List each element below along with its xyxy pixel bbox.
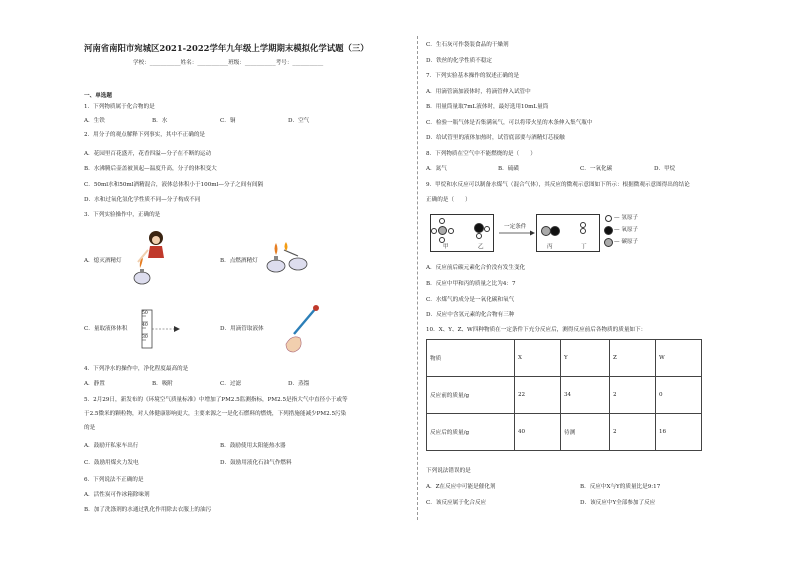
reaction-condition: 一定条件: [504, 224, 527, 230]
q5-option-b: B．鼓励使用太阳能热水器: [220, 443, 286, 449]
reaction-arrow: [498, 230, 536, 236]
table-cell: 2: [610, 414, 656, 451]
q1-option-b: B．水: [152, 118, 168, 124]
label-jia: 甲: [443, 244, 449, 250]
methane-h-left: [431, 228, 437, 234]
scale-tick-30: 30: [142, 335, 148, 340]
q10-option-b: B．反应中X与Y的质量比是9:17: [580, 484, 661, 490]
q2-option-d: D．水和过氧化氢化学性质不同—分子构成不同: [84, 197, 201, 203]
table-cell: 2: [610, 377, 656, 414]
q3-option-a: A．熄灭酒精灯: [84, 258, 122, 264]
q5-option-d: D．鼓励用液化石油气作燃料: [220, 460, 292, 466]
q3-option-d: D．用滴管取液体: [220, 326, 264, 332]
legend-carbon-swatch: [604, 238, 613, 247]
question-5-stem-3: 的是: [84, 425, 96, 431]
question-9-stem-2: 正确的是（ ）: [426, 197, 471, 203]
question-6-stem: 6．下列说法不正确的是: [84, 477, 144, 483]
legend-oxygen-swatch: [604, 226, 613, 235]
table-cell: 16: [656, 414, 702, 451]
section-heading: 一、单选题: [84, 93, 112, 99]
q10-option-d: D．该反应中Y全部参加了反应: [580, 500, 656, 506]
table-header-row: [427, 340, 702, 377]
q7-option-a: A．用滴管滴加液体时，将滴管伸入试管中: [426, 89, 531, 95]
legend-hydrogen-swatch: [605, 215, 612, 222]
table-header-cell: Y: [561, 340, 610, 377]
table-cell: 反应后的质量/g: [427, 414, 515, 451]
q2-option-c: C．50ml水和50ml酒精混合，液体总体积小于100ml—分子之间有间隔: [84, 182, 264, 188]
table-header-cell: X: [515, 340, 561, 377]
methane-h-right: [448, 228, 454, 234]
question-2-stem: 2．用分子的观点解释下列事实，其中不正确的是: [84, 132, 206, 138]
q4-option-d: D．蒸馏: [288, 381, 310, 387]
q8-option-b: B．硫磺: [498, 166, 519, 172]
table-cell: 34: [561, 377, 610, 414]
question-4-stem: 4．下列净水的操作中，净化程度最高的是: [84, 366, 189, 372]
q2-option-a: A．花园里百花盛开，花香四溢—分子在不断的运动: [84, 151, 212, 157]
question-9-stem-1: 9．甲烷和水反应可以制备水煤气（混合气体），其反应的微观示意图如下所示：根据微观示意图得出的结论: [426, 182, 690, 188]
scale-tick-50: 50: [142, 311, 148, 316]
methane-h-bottom: [439, 237, 445, 243]
table-header-cell: 物质: [427, 340, 515, 377]
q10-question: 下列说法错误的是: [426, 468, 471, 474]
q4-option-c: C．过滤: [220, 381, 242, 387]
q6-option-d: D．铁丝的化学性质不稳定: [426, 58, 493, 64]
question-1-stem: 1．下列物质属于化合物的是: [84, 104, 155, 110]
q6-option-b: B．加了洗涤剂的水通过乳化作用除去衣服上的油污: [84, 507, 212, 513]
q9-option-d: D．反应中含氢元素的化合物有三种: [426, 312, 515, 318]
methane-carbon-atom: [438, 226, 447, 235]
page-title: 河南省南阳市宛城区2021-2022学年九年级上学期期末模拟化学试题（三）: [84, 43, 369, 53]
q1-option-d: D．空气: [288, 118, 310, 124]
column-divider: [417, 36, 418, 520]
q3-option-c: C．量取液体体积: [84, 326, 128, 332]
q9-option-a: A．反应前后碳元素化合价没有发生变化: [426, 265, 526, 271]
q1-option-a: A．生铁: [84, 118, 105, 124]
q8-option-a: A．氮气: [426, 166, 447, 172]
table-header-cell: W: [656, 340, 702, 377]
question-5-stem-1: 5．2月29日，新发布的《环境空气质量标准》中增加了PM2.5监测指标，PM2.5是指大气中直径小于或等: [84, 397, 348, 403]
question-10-stem: 10．X、Y、Z、W四种物质在一定条件下充分反应后，测得反应前后各物质的质量如下：: [426, 327, 647, 333]
q6-option-c: C．生石灰可作袋装食品的干燥剂: [426, 42, 509, 48]
table-header-cell: Z: [610, 340, 656, 377]
question-8-stem: 8．下列物质在空气中不能燃烧的是（ ）: [426, 151, 536, 157]
q5-option-c: C．鼓励用煤火力发电: [84, 460, 139, 466]
q2-option-b: B．水沸腾后壶盖被顶起—温度升高，分子的体积变大: [84, 166, 217, 172]
extinguish-lamp-illustration: [128, 228, 178, 286]
q3-option-b: B．点燃酒精灯: [220, 258, 258, 264]
table-cell: 22: [515, 377, 561, 414]
legend-oxygen: — 氧原子: [614, 227, 639, 233]
co-oxygen-atom: [550, 226, 560, 236]
table-cell: 待测: [561, 414, 610, 451]
q9-option-c: C．水煤气的成分是一氧化碳和氧气: [426, 297, 515, 303]
question-7-stem: 7．下列实验基本操作的叙述正确的是: [426, 73, 520, 79]
h2-atom-bottom: [580, 228, 586, 234]
question-5-stem-2: 于2.5微米的颗粒物，对人体健康影响更大，主要来源之一是化石燃料的燃烧，下列措施能减少PM2.5污染: [84, 411, 347, 417]
q8-option-d: D．甲烷: [654, 166, 676, 172]
scale-tick-40: 40: [142, 323, 148, 328]
q10-option-c: C．该反应属于化合反应: [426, 500, 487, 506]
legend-hydrogen: — 氢原子: [614, 215, 639, 221]
legend-carbon: — 碳原子: [614, 239, 639, 245]
q1-option-c: C．铜: [220, 118, 236, 124]
table-cell: 反应前的质量/g: [427, 377, 515, 414]
q4-option-a: A．静置: [84, 381, 105, 387]
table-cell: 0: [656, 377, 702, 414]
table-cell: 40: [515, 414, 561, 451]
table-row: [427, 377, 702, 414]
question-3-stem: 3．下列实验操作中，正确的是: [84, 212, 161, 218]
q7-option-b: B．用量筒量取7mL液体时，最好选用10mL量筒: [426, 104, 549, 110]
water-h-bottom: [476, 233, 482, 239]
light-lamp-illustration: [262, 240, 312, 274]
q7-option-d: D．给试管里的液体加热时，试管底部要与酒精灯芯接触: [426, 135, 565, 141]
q7-option-c: C．检验一瓶气体是否集满氧气，可以将带火星的木条伸入集气瓶中: [426, 120, 593, 126]
student-info-line: 学校：___________姓名：___________班级：___________考号：___________: [133, 60, 324, 66]
q5-option-a: A．鼓励开私家车出行: [84, 443, 139, 449]
q10-option-a: A．Z在反应中可能是催化剂: [426, 484, 496, 490]
water-h-right: [484, 226, 490, 232]
methane-h-top: [439, 218, 445, 224]
dropper-illustration: [282, 304, 322, 356]
q9-option-b: B．反应中甲和丙的质量之比为4：7: [426, 281, 516, 287]
q4-option-b: B．吸附: [152, 381, 173, 387]
table-row: [427, 414, 702, 451]
water-oxygen-atom: [474, 223, 484, 233]
label-bing: 丙: [547, 244, 553, 250]
mass-table: [426, 339, 702, 451]
q6-option-a: A．活性炭可作冰箱除味剂: [84, 492, 150, 498]
label-ding: 丁: [581, 244, 587, 250]
label-yi: 乙: [478, 244, 484, 250]
q8-option-c: C．一氧化碳: [580, 166, 613, 172]
